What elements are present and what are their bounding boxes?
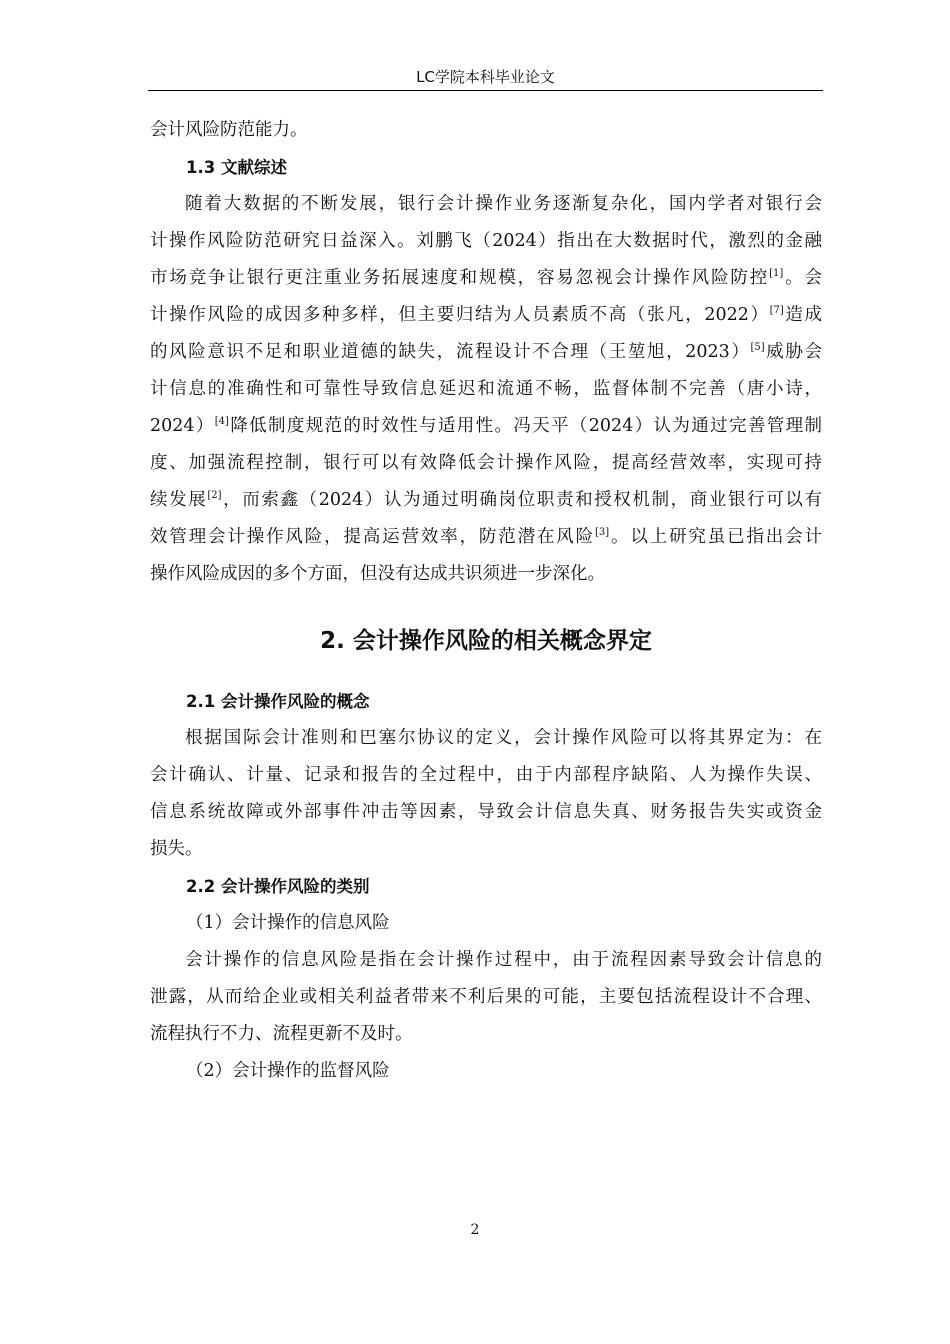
- paragraph-line: 根据国际会计准则和巴塞尔协议的定义，会计操作风险可以将其界定为：在: [185, 728, 822, 748]
- paragraph-line: [150, 408, 822, 445]
- paragraph-line: 信息系统故障或外部事件冲击等因素，导致会计信息失真、财务报告失实或资金: [150, 802, 822, 822]
- running-header: LC学院本科毕业论文: [148, 64, 823, 91]
- paragraph-line: 计操作风险防范研究日益深入。刘鹏飞（2024）指出在大数据时代，激烈的金融: [150, 231, 822, 251]
- paragraph-line: [150, 482, 822, 519]
- line-text: 。: [783, 268, 805, 288]
- line-text: 计操作风险的成因多种多样，但主要归结为人员素质不高（张凡，2022）: [150, 305, 770, 325]
- line-text: 市场竞争让银行更注重业务拓展速度和规模，容易忽视会计操作风险防控: [150, 268, 770, 288]
- citation-ref: [2]: [207, 490, 222, 501]
- list-item-2-heading: （2）会计操作的监督风险: [186, 1061, 390, 1081]
- line-text: 造成: [783, 305, 822, 325]
- paragraph-line: 操作风险成因的多个方面，但没有达成共识须进一步深化。: [150, 564, 605, 584]
- line-text: 。以上研究虽已指出会计: [609, 527, 822, 547]
- line-text: 2024）: [150, 416, 215, 436]
- section-2-1-heading: 2.1 会计操作风险的概念: [186, 692, 370, 711]
- line-text: 威胁会: [764, 342, 822, 362]
- intro-tail: 会计风险防范能力。: [150, 120, 308, 140]
- line-text: 降低制度规范的时效性与适用性。冯天平（2024）认为通过完善管理制: [228, 416, 822, 436]
- page-body: [150, 112, 822, 1090]
- page-number: 2: [470, 1222, 480, 1238]
- paragraph-line: 泄露，从而给企业或相关利益者带来不利后果的可能，主要包括流程设计不合理、: [150, 987, 822, 1007]
- paragraph-line: [150, 297, 822, 334]
- line-text: 效管理会计操作风险，提高运营效率，防范潜在风险: [150, 527, 595, 547]
- line-text: ，而索鑫（2024）认为通过明确岗位职责和授权机制，商业银行可以有: [221, 490, 822, 510]
- section-2-2-heading: 2.2 会计操作风险的类别: [186, 877, 370, 896]
- paragraph-line: 度、加强流程控制，银行可以有效降低会计操作风险，提高经营效率，实现可持: [150, 453, 822, 473]
- section-1-3-heading: 1.3 文献综述: [186, 158, 287, 177]
- citation-ref: [4]: [214, 416, 229, 427]
- paragraph-line: 损失。: [150, 839, 203, 859]
- paragraph-line: 随着大数据的不断发展，银行会计操作业务逐渐复杂化，国内学者对银行会: [185, 194, 822, 214]
- paragraph-line: 会计操作的信息风险是指在会计操作过程中，由于流程因素导致会计信息的: [185, 950, 822, 970]
- paragraph-line: [150, 519, 822, 556]
- citation-ref: [1]: [769, 268, 784, 279]
- paragraph-line: [150, 260, 822, 297]
- line-text: 的风险意识不足和职业道德的缺失，流程设计不合理（王堃旭，2023）: [150, 342, 751, 362]
- citation-ref: [7]: [769, 305, 784, 316]
- paragraph-line: 会计确认、计量、记录和报告的全过程中，由于内部程序缺陷、人为操作失误、: [150, 765, 822, 785]
- line-text: 会: [804, 268, 823, 288]
- list-item-1-heading: （1）会计操作的信息风险: [186, 913, 390, 933]
- citation-ref: [5]: [750, 342, 765, 353]
- chapter-2-heading: 2. 会计操作风险的相关概念界定: [320, 628, 652, 654]
- paragraph-line: 流程执行不力、流程更新不及时。: [150, 1024, 413, 1044]
- paragraph-line: [150, 334, 822, 371]
- citation-ref: [3]: [595, 527, 610, 538]
- line-text: 续发展: [150, 490, 208, 510]
- paragraph-line: 计信息的准确性和可靠性导致信息延迟和流通不畅，监督体制不完善（唐小诗，: [150, 379, 822, 399]
